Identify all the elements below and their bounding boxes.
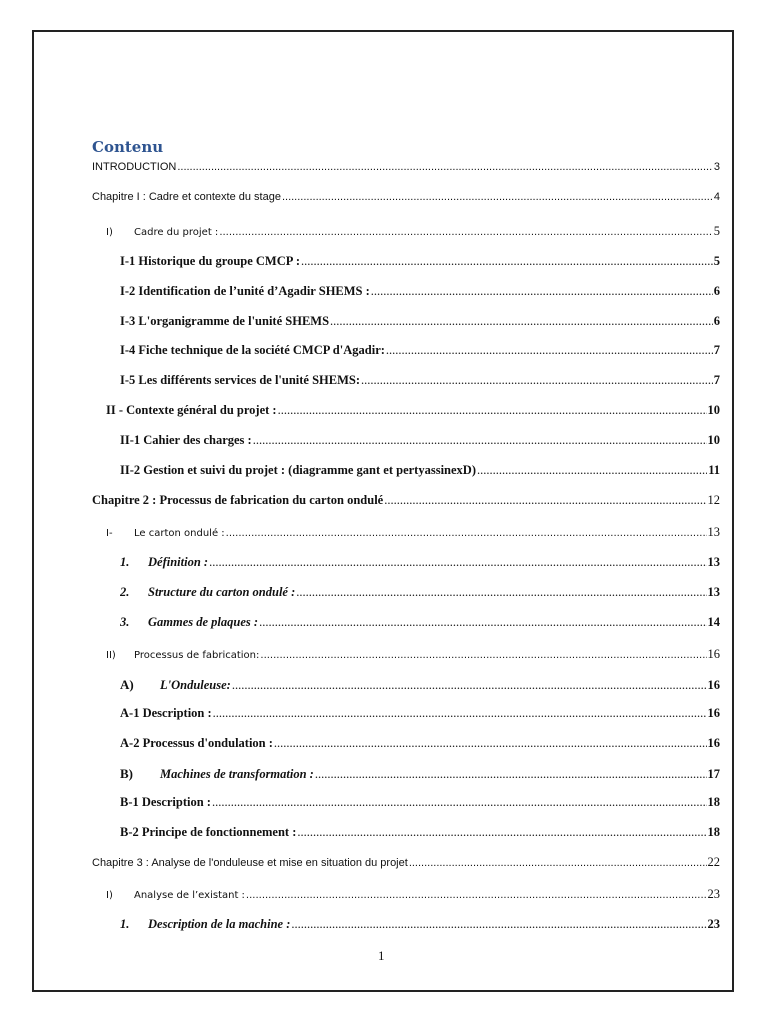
- toc-entry-machines[interactable]: [120, 766, 720, 784]
- toc-leader: [291, 917, 706, 932]
- toc-entry-label: Cadre du projet :: [134, 227, 219, 238]
- toc-entry-prefix: 2.: [120, 585, 130, 599]
- toc-leader: [296, 585, 706, 600]
- toc-entry-prefix: I): [106, 227, 113, 238]
- toc-entry-label: I-4 Fiche technique de la société CMCP d'Agadir:: [120, 343, 385, 357]
- toc-page-number: 7: [713, 343, 720, 357]
- toc-page-number: 16: [707, 706, 720, 720]
- toc-leader: [315, 767, 707, 782]
- toc-entry-prefix: B): [120, 766, 133, 781]
- toc-entry-cadre-projet[interactable]: [106, 224, 720, 242]
- toc-leader: [226, 528, 707, 539]
- toc-entry-chapitre-3[interactable]: [92, 855, 720, 873]
- toc-page-number: 12: [707, 493, 720, 507]
- toc-entry-label: Processus de fabrication:: [134, 650, 260, 661]
- toc-page-number: 16: [707, 678, 720, 692]
- toc-entry-label: L'Onduleuse:: [160, 678, 231, 692]
- toc-entry-definition[interactable]: [120, 555, 720, 573]
- toc-leader: [177, 161, 713, 173]
- toc-page-number: 4: [713, 191, 720, 203]
- toc-entry-i-5[interactable]: [120, 373, 720, 391]
- toc-page-number: 7: [713, 373, 720, 387]
- toc-entry-analyse-existant[interactable]: [106, 887, 720, 905]
- toc-title: Contenu: [92, 138, 164, 156]
- toc-page-number: 16: [707, 736, 720, 750]
- toc-leader: [477, 463, 707, 478]
- toc-leader: [409, 857, 707, 869]
- toc-page-number: 14: [707, 615, 720, 629]
- toc-entry-i-2[interactable]: [120, 284, 720, 302]
- toc-page-number: 23: [707, 917, 720, 931]
- toc-entry-chapitre-1[interactable]: [92, 191, 720, 209]
- toc-entry-chapitre-2[interactable]: [92, 493, 720, 511]
- toc-entry-label: Chapitre 3 : Analyse de l'onduleuse et mise en situation du projet: [92, 857, 408, 869]
- toc-entry-label: A-1 Description :: [120, 706, 212, 720]
- toc-page-number: 6: [713, 284, 720, 298]
- toc-leader: [260, 650, 706, 661]
- toc-leader: [209, 555, 706, 570]
- toc-entry-prefix: 3.: [120, 615, 130, 629]
- toc-leader: [386, 343, 713, 358]
- toc-page-number: 18: [707, 825, 720, 839]
- toc-leader: [371, 284, 713, 299]
- toc-entry-prefix: I-: [106, 528, 113, 539]
- toc-entry-prefix: 1.: [120, 917, 130, 931]
- toc-entry-label: II-2 Gestion et suivi du projet : (diagramme gant et pertyassinexD): [120, 463, 476, 477]
- toc-page-number: 5: [713, 254, 720, 268]
- toc-entry-label: B-2 Principe de fonctionnement :: [120, 825, 297, 839]
- toc-leader: [232, 678, 707, 693]
- toc-entry-label: Machines de transformation :: [160, 767, 314, 781]
- toc-leader: [246, 890, 707, 901]
- toc-entry-i-4[interactable]: [120, 343, 720, 361]
- toc-entry-b-2[interactable]: [120, 825, 720, 843]
- toc-leader: [259, 615, 706, 630]
- toc-leader: [384, 493, 706, 508]
- toc-entry-label: I-5 Les différents services de l'unité SHEMS:: [120, 373, 361, 387]
- toc-entry-label: I-3 L'organigramme de l'unité SHEMS: [120, 314, 330, 328]
- toc-leader: [219, 227, 712, 238]
- toc-entry-processus-fabrication[interactable]: [106, 647, 720, 665]
- toc-entry-label: INTRODUCTION: [92, 161, 177, 173]
- toc-entry-label: Gammes de plaques :: [148, 615, 259, 629]
- toc-page-number: 13: [707, 525, 720, 539]
- toc-leader: [253, 433, 707, 448]
- toc-leader: [330, 314, 713, 329]
- toc-entry-prefix: I): [106, 890, 113, 901]
- toc-entry-onduleuse[interactable]: [120, 677, 720, 695]
- toc-entry-label: Chapitre 2 : Processus de fabrication du carton ondulé: [92, 493, 384, 507]
- toc-page-number: 5: [713, 224, 720, 238]
- toc-entry-b-1[interactable]: [120, 795, 720, 813]
- toc-entry-ii-2[interactable]: [120, 463, 720, 481]
- toc-entry-label: Le carton ondulé :: [134, 528, 225, 539]
- toc-entry-ii-1[interactable]: [120, 433, 720, 451]
- toc-entry-label: Chapitre I : Cadre et contexte du stage: [92, 191, 281, 203]
- toc-entry-i-1[interactable]: [120, 254, 720, 272]
- toc-leader: [361, 373, 713, 388]
- toc-entry-label: I-1 Historique du groupe CMCP :: [120, 254, 300, 268]
- toc-entry-label: Description de la machine :: [148, 917, 291, 931]
- toc-entry-label: Définition :: [148, 555, 209, 569]
- toc-leader: [301, 254, 713, 269]
- toc-page-number: 16: [707, 647, 720, 661]
- toc-entry-label: B-1 Description :: [120, 795, 211, 809]
- toc-entry-structure[interactable]: [120, 585, 720, 603]
- toc-page-number: 18: [707, 795, 720, 809]
- toc-entry-carton-ondule[interactable]: [106, 525, 720, 543]
- toc-leader: [282, 191, 713, 203]
- toc-page-number: 10: [707, 403, 720, 417]
- page-number: 1: [378, 948, 385, 963]
- toc-entry-label: I-2 Identification de l’unité d’Agadir SHEMS :: [120, 284, 370, 298]
- toc-entry-prefix: 1.: [120, 555, 130, 569]
- toc-page-number: 13: [707, 585, 720, 599]
- toc-page-number: 13: [707, 555, 720, 569]
- toc-page-number: 3: [713, 161, 720, 173]
- toc-entry-prefix: II): [106, 650, 116, 661]
- toc-entry-label: Analyse de l’existant :: [134, 890, 245, 901]
- toc-entry-i-3[interactable]: [120, 314, 720, 332]
- toc-page-number: 17: [707, 767, 720, 781]
- toc-entry-a-2[interactable]: [120, 736, 720, 754]
- toc-entry-prefix: A): [120, 677, 134, 692]
- toc-entry-a-1[interactable]: [120, 706, 720, 724]
- toc-page-number: 23: [707, 887, 720, 901]
- toc-leader: [212, 795, 707, 810]
- toc-page-number: 22: [707, 855, 720, 869]
- toc-page-number: 11: [708, 463, 720, 477]
- toc-leader: [274, 736, 707, 751]
- toc-entry-label: Structure du carton ondulé :: [148, 585, 296, 599]
- toc-page-number: 6: [713, 314, 720, 328]
- toc-entry-label: II-1 Cahier des charges :: [120, 433, 252, 447]
- toc-entry-label: A-2 Processus d'ondulation :: [120, 736, 273, 750]
- toc-leader: [213, 706, 707, 721]
- toc-page-number: 10: [707, 433, 720, 447]
- toc-leader: [278, 403, 707, 418]
- toc-entry-label: II - Contexte général du projet :: [106, 403, 277, 417]
- toc-entry-contexte-general[interactable]: [106, 403, 720, 421]
- toc-entry-description-machine[interactable]: [120, 917, 720, 935]
- toc-entry-gammes[interactable]: [120, 615, 720, 633]
- toc-entry-introduction[interactable]: [92, 161, 720, 179]
- toc-leader: [297, 825, 706, 840]
